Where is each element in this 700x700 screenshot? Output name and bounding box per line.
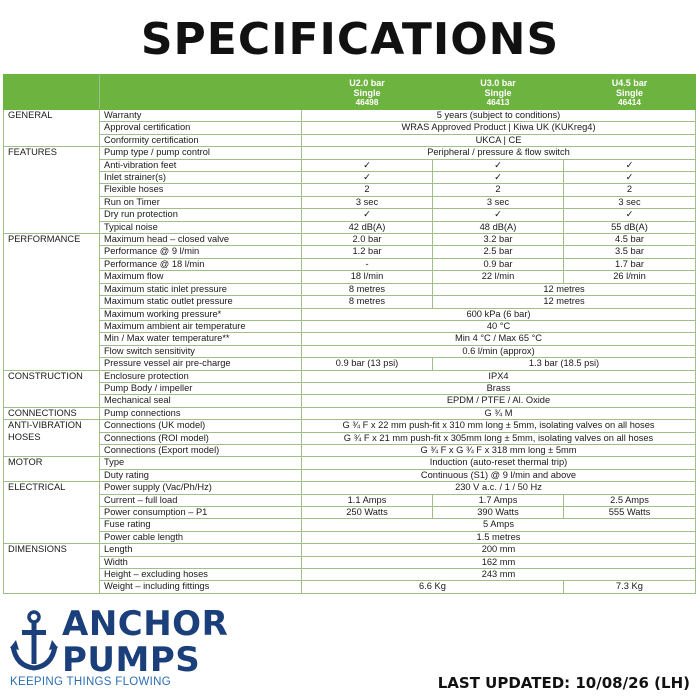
logo-line-1: ANCHOR bbox=[62, 604, 229, 644]
row-value: ✓ bbox=[564, 159, 696, 171]
row-label: Power cable length bbox=[100, 531, 302, 543]
row-value: 3.2 bar bbox=[433, 234, 564, 246]
column-header-u3 bbox=[433, 75, 564, 110]
row-label: Height – excluding hoses bbox=[100, 569, 302, 581]
group-label: DIMENSIONS bbox=[4, 544, 100, 594]
column-model: U3.0 bar bbox=[480, 78, 516, 88]
row-value: WRAS Approved Product | Kiwa UK (KUKreg4) bbox=[302, 122, 696, 134]
row-label: Pump connections bbox=[100, 407, 302, 419]
row-value: 26 l/min bbox=[564, 271, 696, 283]
row-label: Inlet strainer(s) bbox=[100, 172, 302, 184]
column-type: Single bbox=[353, 88, 381, 98]
table-header-row bbox=[4, 75, 696, 110]
last-updated: LAST UPDATED: 10/08/26 (LH) bbox=[437, 674, 690, 692]
row-value: 3 sec bbox=[564, 196, 696, 208]
row-value: ✓ bbox=[302, 209, 433, 221]
row-value: 162 mm bbox=[302, 556, 696, 568]
table-row bbox=[4, 271, 696, 283]
table-row bbox=[4, 296, 696, 308]
row-label: Duty rating bbox=[100, 469, 302, 481]
row-value: 1.7 bar bbox=[564, 258, 696, 270]
table-row bbox=[4, 519, 696, 531]
table-row bbox=[4, 507, 696, 519]
row-value: - bbox=[302, 258, 433, 270]
row-value: 42 dB(A) bbox=[302, 221, 433, 233]
table-row bbox=[4, 159, 696, 171]
row-value: 5 years (subject to conditions) bbox=[302, 110, 696, 122]
group-label: ELECTRICAL bbox=[4, 482, 100, 544]
row-label: Type bbox=[100, 457, 302, 469]
row-label: Weight – including fittings bbox=[100, 581, 302, 593]
row-value: 1.1 Amps bbox=[302, 494, 433, 506]
row-value: 2 bbox=[564, 184, 696, 196]
column-code: 46498 bbox=[355, 98, 379, 107]
row-label: Maximum ambient air temperature bbox=[100, 320, 302, 332]
row-label: Power consumption – P1 bbox=[100, 507, 302, 519]
row-label: Flexible hoses bbox=[100, 184, 302, 196]
table-row bbox=[4, 246, 696, 258]
row-value: 48 dB(A) bbox=[433, 221, 564, 233]
row-label: Connections (ROI model) bbox=[100, 432, 302, 444]
row-label: Warranty bbox=[100, 110, 302, 122]
table-row bbox=[4, 395, 696, 407]
header-blank bbox=[4, 75, 100, 110]
row-value: Induction (auto-reset thermal trip) bbox=[302, 457, 696, 469]
row-value: 2.0 bar bbox=[302, 234, 433, 246]
row-label: Maximum static outlet pressure bbox=[100, 296, 302, 308]
table-row bbox=[4, 432, 696, 444]
row-label: Approval certification bbox=[100, 122, 302, 134]
table-row bbox=[4, 556, 696, 568]
table-row bbox=[4, 234, 696, 246]
table-row bbox=[4, 308, 696, 320]
row-value: ✓ bbox=[302, 172, 433, 184]
table-row bbox=[4, 420, 696, 432]
table-row bbox=[4, 196, 696, 208]
row-value: Peripheral / pressure & flow switch bbox=[302, 147, 696, 159]
row-label: Pump type / pump control bbox=[100, 147, 302, 159]
row-label: Connections (Export model) bbox=[100, 444, 302, 456]
row-value: ✓ bbox=[433, 209, 564, 221]
row-label: Dry run protection bbox=[100, 209, 302, 221]
row-value: G ¾ F x G ¾ F x 318 mm long ± 5mm bbox=[302, 444, 696, 456]
table-row bbox=[4, 382, 696, 394]
row-label: Maximum flow bbox=[100, 271, 302, 283]
group-label: GENERAL bbox=[4, 110, 100, 147]
row-label: Mechanical seal bbox=[100, 395, 302, 407]
page-title: SPECIFICATIONS bbox=[140, 14, 560, 65]
table-row bbox=[4, 184, 696, 196]
row-value: 1.7 Amps bbox=[433, 494, 564, 506]
column-model: U2.0 bar bbox=[349, 78, 385, 88]
group-label: CONNECTIONS bbox=[4, 407, 100, 419]
table-row bbox=[4, 444, 696, 456]
row-value: 0.6 l/min (approx) bbox=[302, 345, 696, 357]
column-code: 46413 bbox=[486, 98, 510, 107]
row-value: 4.5 bar bbox=[564, 234, 696, 246]
row-value: Continuous (S1) @ 9 l/min and above bbox=[302, 469, 696, 481]
row-value: 6.6 Kg bbox=[302, 581, 564, 593]
row-label: Enclosure protection bbox=[100, 370, 302, 382]
group-label: FEATURES bbox=[4, 147, 100, 234]
row-value: 2 bbox=[433, 184, 564, 196]
row-value: EPDM / PTFE / Al. Oxide bbox=[302, 395, 696, 407]
row-label: Fuse rating bbox=[100, 519, 302, 531]
row-value: ✓ bbox=[433, 159, 564, 171]
row-value: 1.5 metres bbox=[302, 531, 696, 543]
row-value: Min 4 °C / Max 65 °C bbox=[302, 333, 696, 345]
row-label: Current – full load bbox=[100, 494, 302, 506]
anchor-icon bbox=[10, 610, 58, 674]
row-value: 8 metres bbox=[302, 296, 433, 308]
row-value: 8 metres bbox=[302, 283, 433, 295]
row-value: G ¾ F x 22 mm push-fit x 310 mm long ± 5mm, isolating valves on all hoses bbox=[302, 420, 696, 432]
row-value: 5 Amps bbox=[302, 519, 696, 531]
row-value: 390 Watts bbox=[433, 507, 564, 519]
row-label: Length bbox=[100, 544, 302, 556]
row-label: Run on Timer bbox=[100, 196, 302, 208]
row-value: 12 metres bbox=[433, 283, 696, 295]
table-row bbox=[4, 544, 696, 556]
row-label: Pressure vessel air pre-charge bbox=[100, 358, 302, 370]
row-value: ✓ bbox=[564, 209, 696, 221]
row-label: Maximum working pressure* bbox=[100, 308, 302, 320]
group-label: CONSTRUCTION bbox=[4, 370, 100, 407]
table-row bbox=[4, 358, 696, 370]
header-blank bbox=[100, 75, 302, 110]
column-header-u2 bbox=[302, 75, 433, 110]
logo-tagline: KEEPING THINGS FLOWING bbox=[10, 676, 172, 688]
row-value: 0.9 bar (13 psi) bbox=[302, 358, 433, 370]
logo-line-2: PUMPS bbox=[62, 640, 201, 680]
group-label: MOTOR bbox=[4, 457, 100, 482]
row-value: G ¾ M bbox=[302, 407, 696, 419]
row-label: Conformity certification bbox=[100, 134, 302, 146]
row-value: 200 mm bbox=[302, 544, 696, 556]
row-label: Anti-vibration feet bbox=[100, 159, 302, 171]
row-label: Connections (UK model) bbox=[100, 420, 302, 432]
row-value: ✓ bbox=[433, 172, 564, 184]
row-value: 2.5 Amps bbox=[564, 494, 696, 506]
row-label: Min / Max water temperature** bbox=[100, 333, 302, 345]
table-row bbox=[4, 345, 696, 357]
row-value: 55 dB(A) bbox=[564, 221, 696, 233]
table-row bbox=[4, 147, 696, 159]
row-value: 3 sec bbox=[302, 196, 433, 208]
row-value: 250 Watts bbox=[302, 507, 433, 519]
table-row bbox=[4, 457, 696, 469]
row-value: 12 metres bbox=[433, 296, 696, 308]
table-row bbox=[4, 581, 696, 593]
row-value: 0.9 bar bbox=[433, 258, 564, 270]
row-value: 2.5 bar bbox=[433, 246, 564, 258]
row-label: Typical noise bbox=[100, 221, 302, 233]
group-label: ANTI-VIBRATION HOSES bbox=[4, 420, 100, 457]
row-label: Power supply (Vac/Ph/Hz) bbox=[100, 482, 302, 494]
table-row bbox=[4, 110, 696, 122]
table-row bbox=[4, 482, 696, 494]
row-label: Maximum head – closed valve bbox=[100, 234, 302, 246]
row-value: 243 mm bbox=[302, 569, 696, 581]
column-model: U4.5 bar bbox=[611, 78, 648, 88]
row-value: UKCA | CE bbox=[302, 134, 696, 146]
table-row bbox=[4, 258, 696, 270]
spec-table bbox=[3, 74, 696, 594]
table-row bbox=[4, 569, 696, 581]
anchor-pumps-logo bbox=[10, 606, 250, 690]
table-row bbox=[4, 172, 696, 184]
row-value: IPX4 bbox=[302, 370, 696, 382]
row-label: Performance @ 18 l/min bbox=[100, 258, 302, 270]
table-row bbox=[4, 221, 696, 233]
group-label: PERFORMANCE bbox=[4, 234, 100, 370]
row-value: 1.2 bar bbox=[302, 246, 433, 258]
table-row bbox=[4, 333, 696, 345]
row-value: 600 kPa (6 bar) bbox=[302, 308, 696, 320]
row-label: Pump Body / impeller bbox=[100, 382, 302, 394]
row-value: G ¾ F x 21 mm push-fit x 305mm long ± 5mm, isolating valves on all hoses bbox=[302, 432, 696, 444]
row-value: 3 sec bbox=[433, 196, 564, 208]
row-value: Brass bbox=[302, 382, 696, 394]
row-label: Flow switch sensitivity bbox=[100, 345, 302, 357]
row-value: 555 Watts bbox=[564, 507, 696, 519]
row-value: 18 l/min bbox=[302, 271, 433, 283]
table-row bbox=[4, 134, 696, 146]
table-row bbox=[4, 122, 696, 134]
table-row bbox=[4, 370, 696, 382]
column-type: Single bbox=[484, 88, 512, 98]
row-value: ✓ bbox=[564, 172, 696, 184]
table-row bbox=[4, 531, 696, 543]
row-value: 3.5 bar bbox=[564, 246, 696, 258]
row-label: Performance @ 9 l/min bbox=[100, 246, 302, 258]
row-value: 230 V a.c. / 1 / 50 Hz bbox=[302, 482, 696, 494]
column-header-u4 bbox=[564, 75, 696, 110]
table-row bbox=[4, 209, 696, 221]
row-value: 7.3 Kg bbox=[564, 581, 696, 593]
table-row bbox=[4, 407, 696, 419]
row-value: 1.3 bar (18.5 psi) bbox=[433, 358, 696, 370]
column-type: Single bbox=[615, 88, 643, 98]
row-label: Maximum static inlet pressure bbox=[100, 283, 302, 295]
table-row bbox=[4, 283, 696, 295]
row-label: Width bbox=[100, 556, 302, 568]
row-value: ✓ bbox=[302, 159, 433, 171]
row-value: 40 °C bbox=[302, 320, 696, 332]
column-code: 46414 bbox=[618, 98, 641, 107]
row-value: 22 l/min bbox=[433, 271, 564, 283]
table-row bbox=[4, 320, 696, 332]
row-value: 2 bbox=[302, 184, 433, 196]
table-row bbox=[4, 469, 696, 481]
table-row bbox=[4, 494, 696, 506]
